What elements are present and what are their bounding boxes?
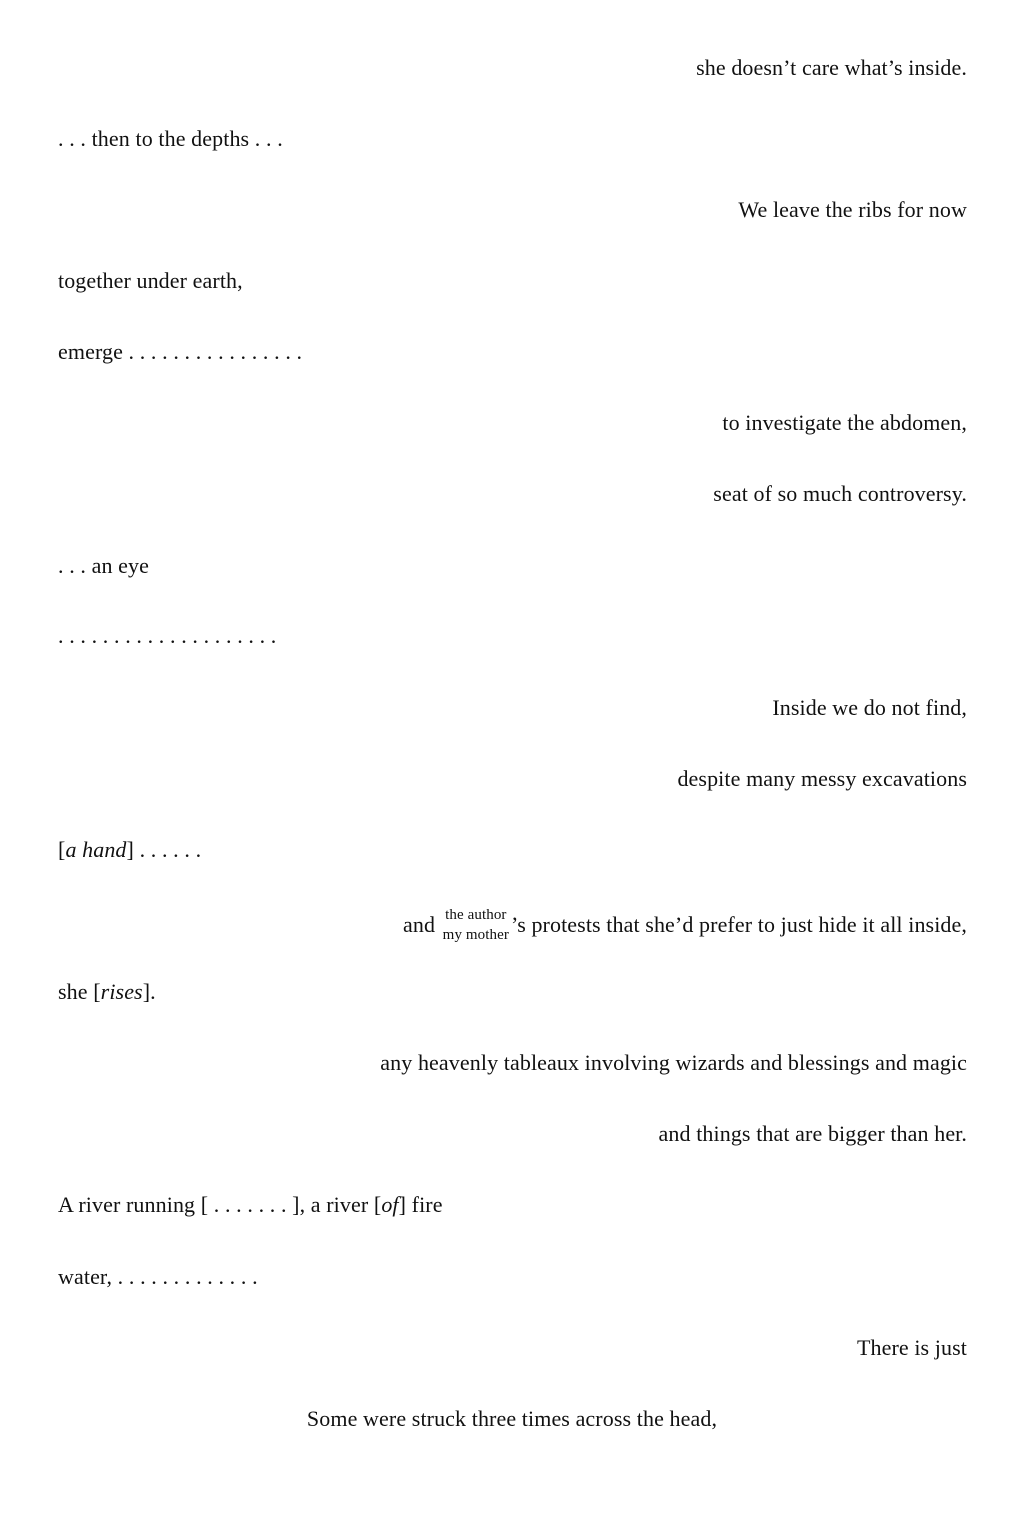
line-prefix: she [ bbox=[58, 979, 101, 1004]
poem-line-4: together under earth, bbox=[58, 268, 243, 293]
poem-line-8: . . . an eye bbox=[58, 553, 149, 578]
stacked-lower-text: my mother bbox=[442, 927, 509, 943]
italic-word: of bbox=[381, 1192, 399, 1217]
line-prefix: and bbox=[402, 912, 436, 938]
poem-line-3: We leave the ribs for now bbox=[738, 197, 967, 222]
line-suffix: ] fire bbox=[398, 1192, 443, 1217]
italic-word: rises bbox=[100, 979, 143, 1004]
bracket-open: [ bbox=[58, 837, 66, 862]
poem-line-5: emerge . . . . . . . . . . . . . . . . bbox=[58, 339, 303, 364]
poem-line-16: and things that are bigger than her. bbox=[658, 1121, 967, 1146]
poem-line-15: any heavenly tableaux involving wizards and blessings and magic bbox=[380, 1050, 967, 1075]
poem-line-20: Some were struck three times across the head, bbox=[306, 1406, 718, 1431]
poem-line-1: she doesn’t care what’s inside. bbox=[696, 55, 967, 80]
poem-line-17 bbox=[58, 1191, 443, 1219]
poem-line-7: seat of so much controversy. bbox=[713, 481, 967, 506]
line-prefix: A river running [ . . . . . . . ], a river [ bbox=[58, 1192, 382, 1217]
bracket-close-ellipsis: ] . . . . . . bbox=[126, 837, 202, 862]
poem-line-6: to investigate the abdomen, bbox=[722, 410, 967, 435]
line-suffix: ’s protests that she’d prefer to just hide it all inside, bbox=[510, 912, 967, 938]
poem-line-9: . . . . . . . . . . . . . . . . . . . . bbox=[58, 623, 277, 648]
poem-line-11: despite many messy excavations bbox=[677, 766, 967, 791]
stacked-upper-text: the author bbox=[445, 907, 507, 923]
poem-line-13 bbox=[403, 907, 967, 947]
italic-phrase: a hand bbox=[65, 837, 127, 862]
poem-line-12 bbox=[58, 836, 201, 864]
poem-line-2: . . . then to the depths . . . bbox=[58, 126, 283, 151]
poem-line-10: Inside we do not find, bbox=[772, 695, 967, 720]
poem-line-19: There is just bbox=[856, 1335, 967, 1360]
stacked-alternatives bbox=[443, 905, 509, 945]
line-suffix: ]. bbox=[142, 979, 156, 1004]
poem-line-14 bbox=[58, 978, 156, 1006]
poem-line-18: water, . . . . . . . . . . . . . bbox=[58, 1264, 258, 1289]
